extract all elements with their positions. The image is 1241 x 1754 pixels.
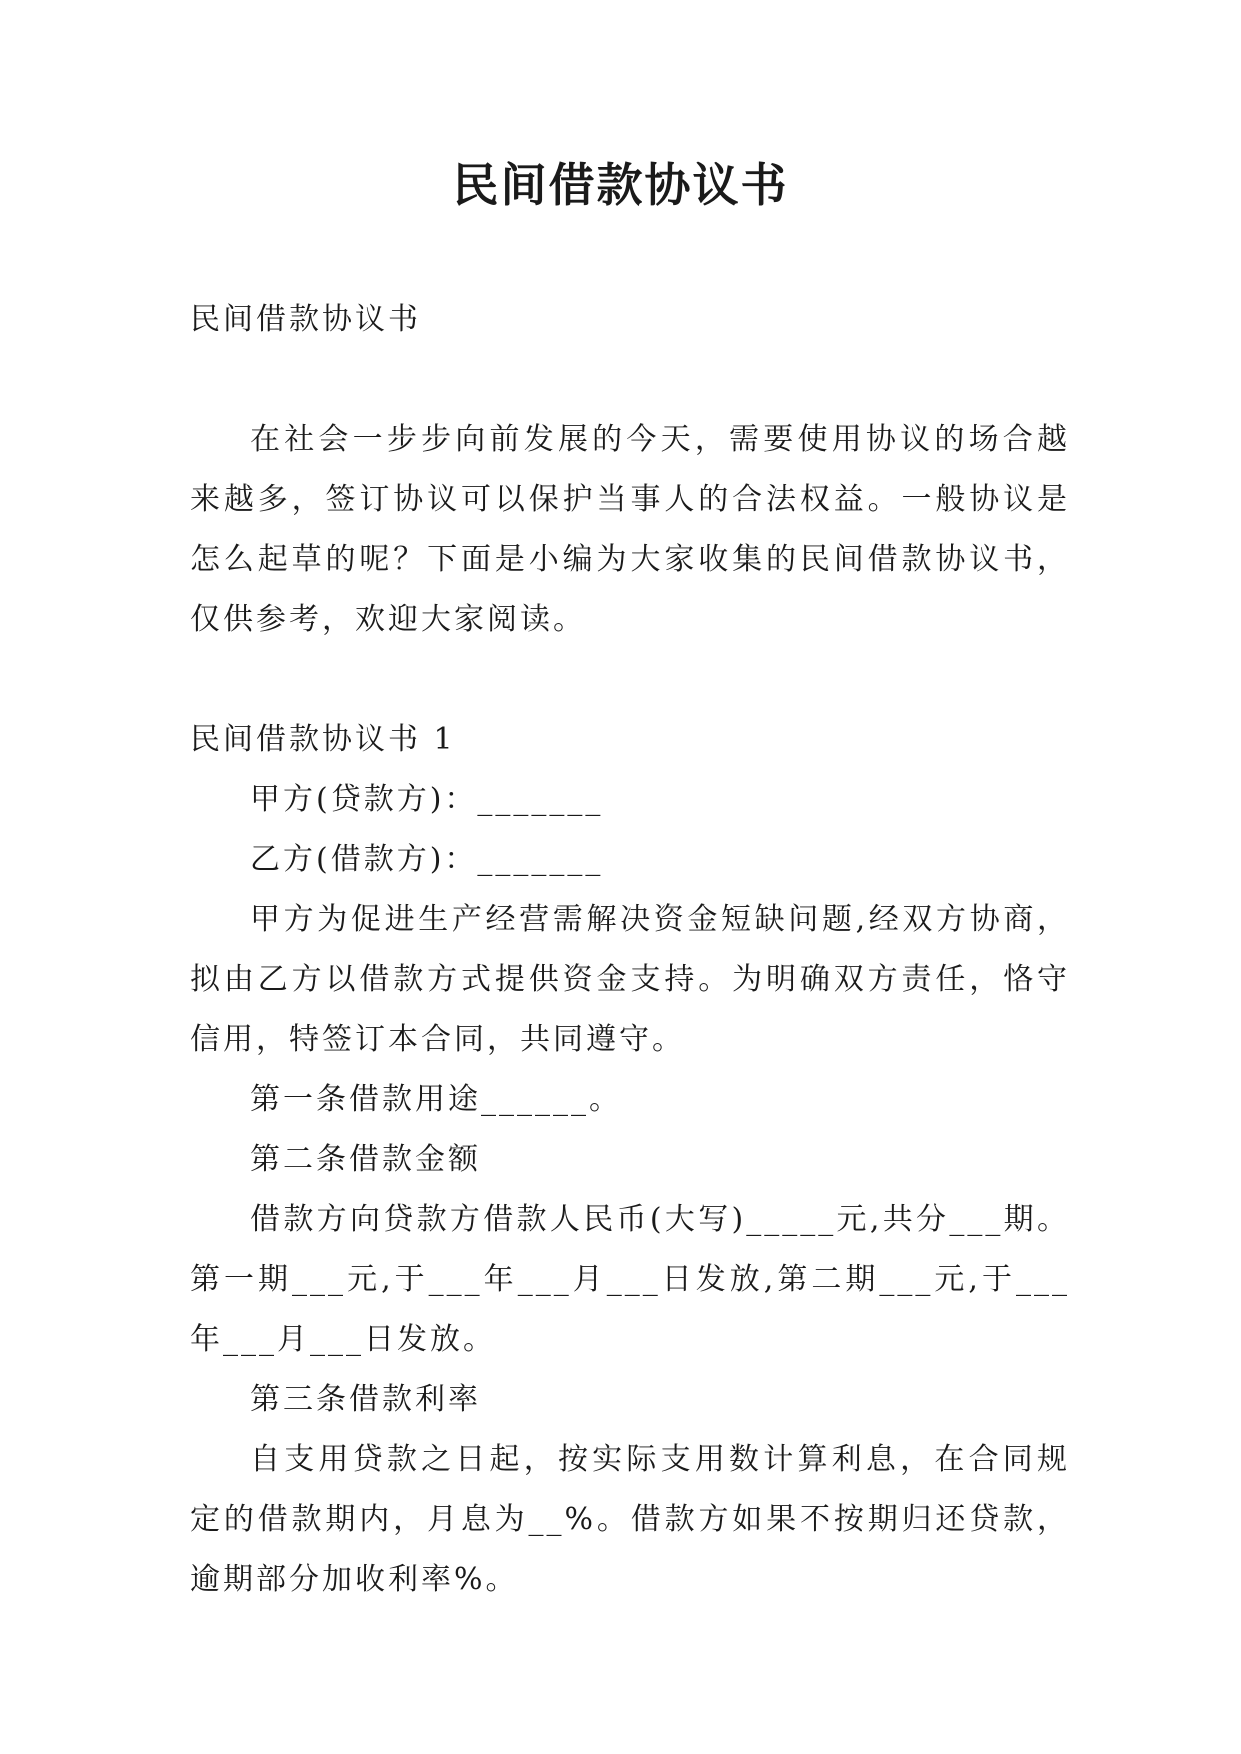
document-body — [190, 290, 1070, 1610]
party-b-line: 乙方(借款方)：_______ — [250, 842, 604, 877]
article-3-body: 自支用贷款之日起，按实际支用数计算利息，在合同规定的借款期内，月息为__%。借款方如果不按期归还贷款，逾期部分加收利率%。 — [190, 1442, 1070, 1597]
purpose-paragraph: 甲方为促进生产经营需解决资金短缺问题,经双方协商，拟由乙方以借款方式提供资金支持。为明确双方责任，恪守信用，特签订本合同，共同遵守。 — [190, 902, 1070, 1057]
intro-paragraph: 在社会一步步向前发展的今天，需要使用协议的场合越来越多，签订协议可以保护当事人的合法权益。一般协议是怎么起草的呢？下面是小编为大家收集的民间借款协议书，仅供参考，欢迎大家阅读。 — [190, 422, 1070, 637]
spacer — [190, 350, 1070, 410]
spacer — [190, 650, 1070, 710]
document-subtitle: 民间借款协议书 — [190, 302, 421, 337]
section-title: 民间借款协议书 1 — [190, 722, 456, 757]
article-2-body: 借款方向贷款方借款人民币(大写)_____元,共分___期。第一期___元,于___年___月___日发放,第二期___元,于___年___月___日发放。 — [190, 1202, 1070, 1357]
article-3-title: 第三条借款利率 — [250, 1382, 481, 1417]
document-title: 民间借款协议书 — [452, 158, 789, 212]
article-2-title: 第二条借款金额 — [250, 1142, 481, 1177]
party-a-line: 甲方(贷款方)：_______ — [250, 782, 604, 817]
article-1: 第一条借款用途______。 — [250, 1082, 622, 1117]
